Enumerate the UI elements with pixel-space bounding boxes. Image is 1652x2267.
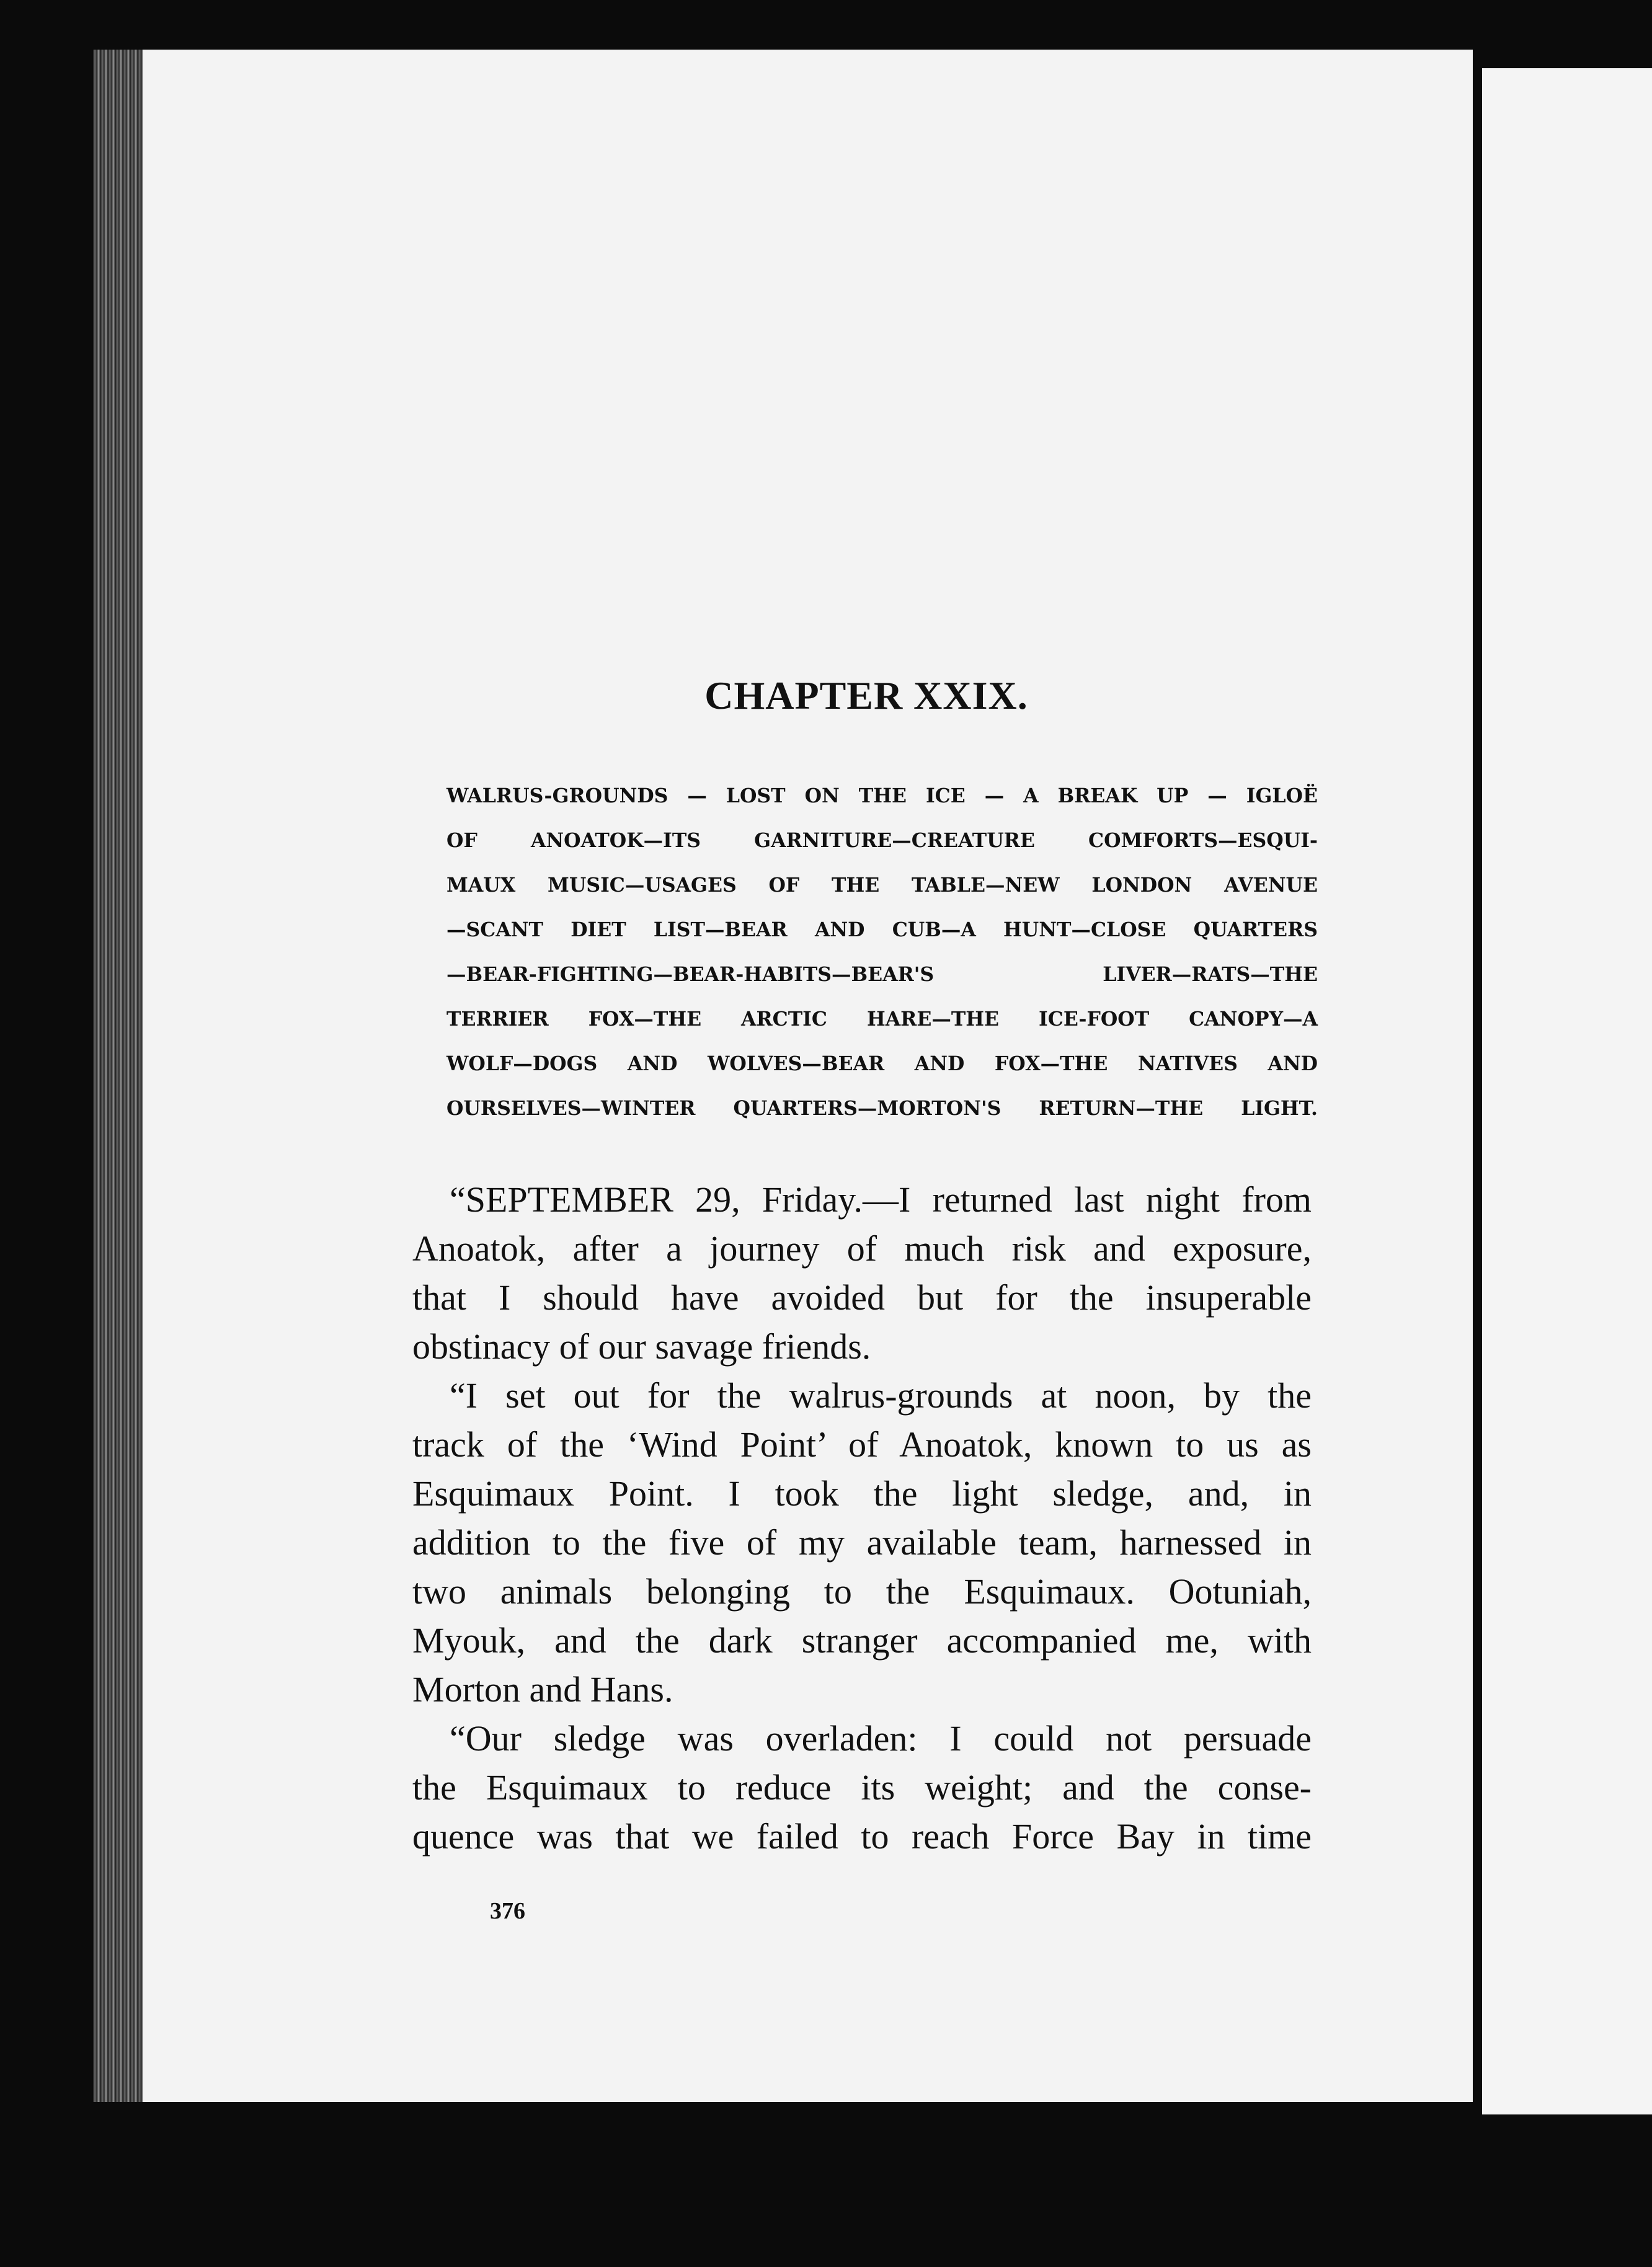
text-line: quence was that we failed to reach Force Bay in time [412,1816,1312,1857]
summary-line: —SCANT DIET LIST—BEAR AND CUB—A HUNT—CLOSE QUARTERS [446,918,1318,941]
text-line: Anoatok, after a journey of much risk and exposure, [412,1228,1312,1269]
body-text [412,1175,1312,1861]
page-number: 376 [490,1898,525,1924]
chapter-summary [446,774,1318,1131]
summary-line: MAUX MUSIC—USAGES OF THE TABLE—NEW LONDON AVENUE [446,874,1318,897]
text-line: Morton and Hans. [412,1669,673,1710]
paragraph [412,1714,1312,1861]
text-line: addition to the five of my available team, harnessed in [412,1522,1312,1563]
paragraph [412,1175,1312,1371]
text-line: “I set out for the walrus-grounds at noon, by the [450,1375,1312,1416]
text-line: two animals belonging to the Esquimaux. Ootuniah, [412,1571,1312,1612]
text-line: track of the ‘Wind Point’ of Anoatok, known to us as [412,1424,1312,1465]
text-line: that I should have avoided but for the insuperable [412,1277,1312,1318]
summary-line: —BEAR-FIGHTING—BEAR-HABITS—BEAR'S LIVER—RATS—THE [446,963,1318,986]
text-line: Myouk, and the dark stranger accompanied me, with [412,1620,1312,1661]
text-line: the Esquimaux to reduce its weight; and the conse- [412,1767,1312,1808]
right-page-edge [1482,68,1652,2114]
summary-line: TERRIER FOX—THE ARCTIC HARE—THE ICE-FOOT CANOPY—A [446,1008,1318,1031]
summary-line: WOLF—DOGS AND WOLVES—BEAR AND FOX—THE NATIVES AND [446,1052,1318,1075]
chapter-title: CHAPTER XXIX. [704,673,1028,717]
text-line: Esquimaux Point. I took the light sledge, and, in [412,1473,1312,1514]
text-line: “Our sledge was overladen: I could not persuade [450,1718,1312,1759]
text-line: “SEPTEMBER 29, Friday.—I returned last night from [450,1179,1312,1220]
summary-line: WALRUS-GROUNDS — LOST ON THE ICE — A BREAK UP — IGLOË [446,784,1318,807]
paragraph [412,1371,1312,1714]
summary-line: OF ANOATOK—ITS GARNITURE—CREATURE COMFORTS—ESQUI- [446,829,1318,852]
summary-line: OURSELVES—WINTER QUARTERS—MORTON'S RETURN—THE LIGHT. [446,1097,1318,1120]
text-line: obstinacy of our savage friends. [412,1326,871,1367]
